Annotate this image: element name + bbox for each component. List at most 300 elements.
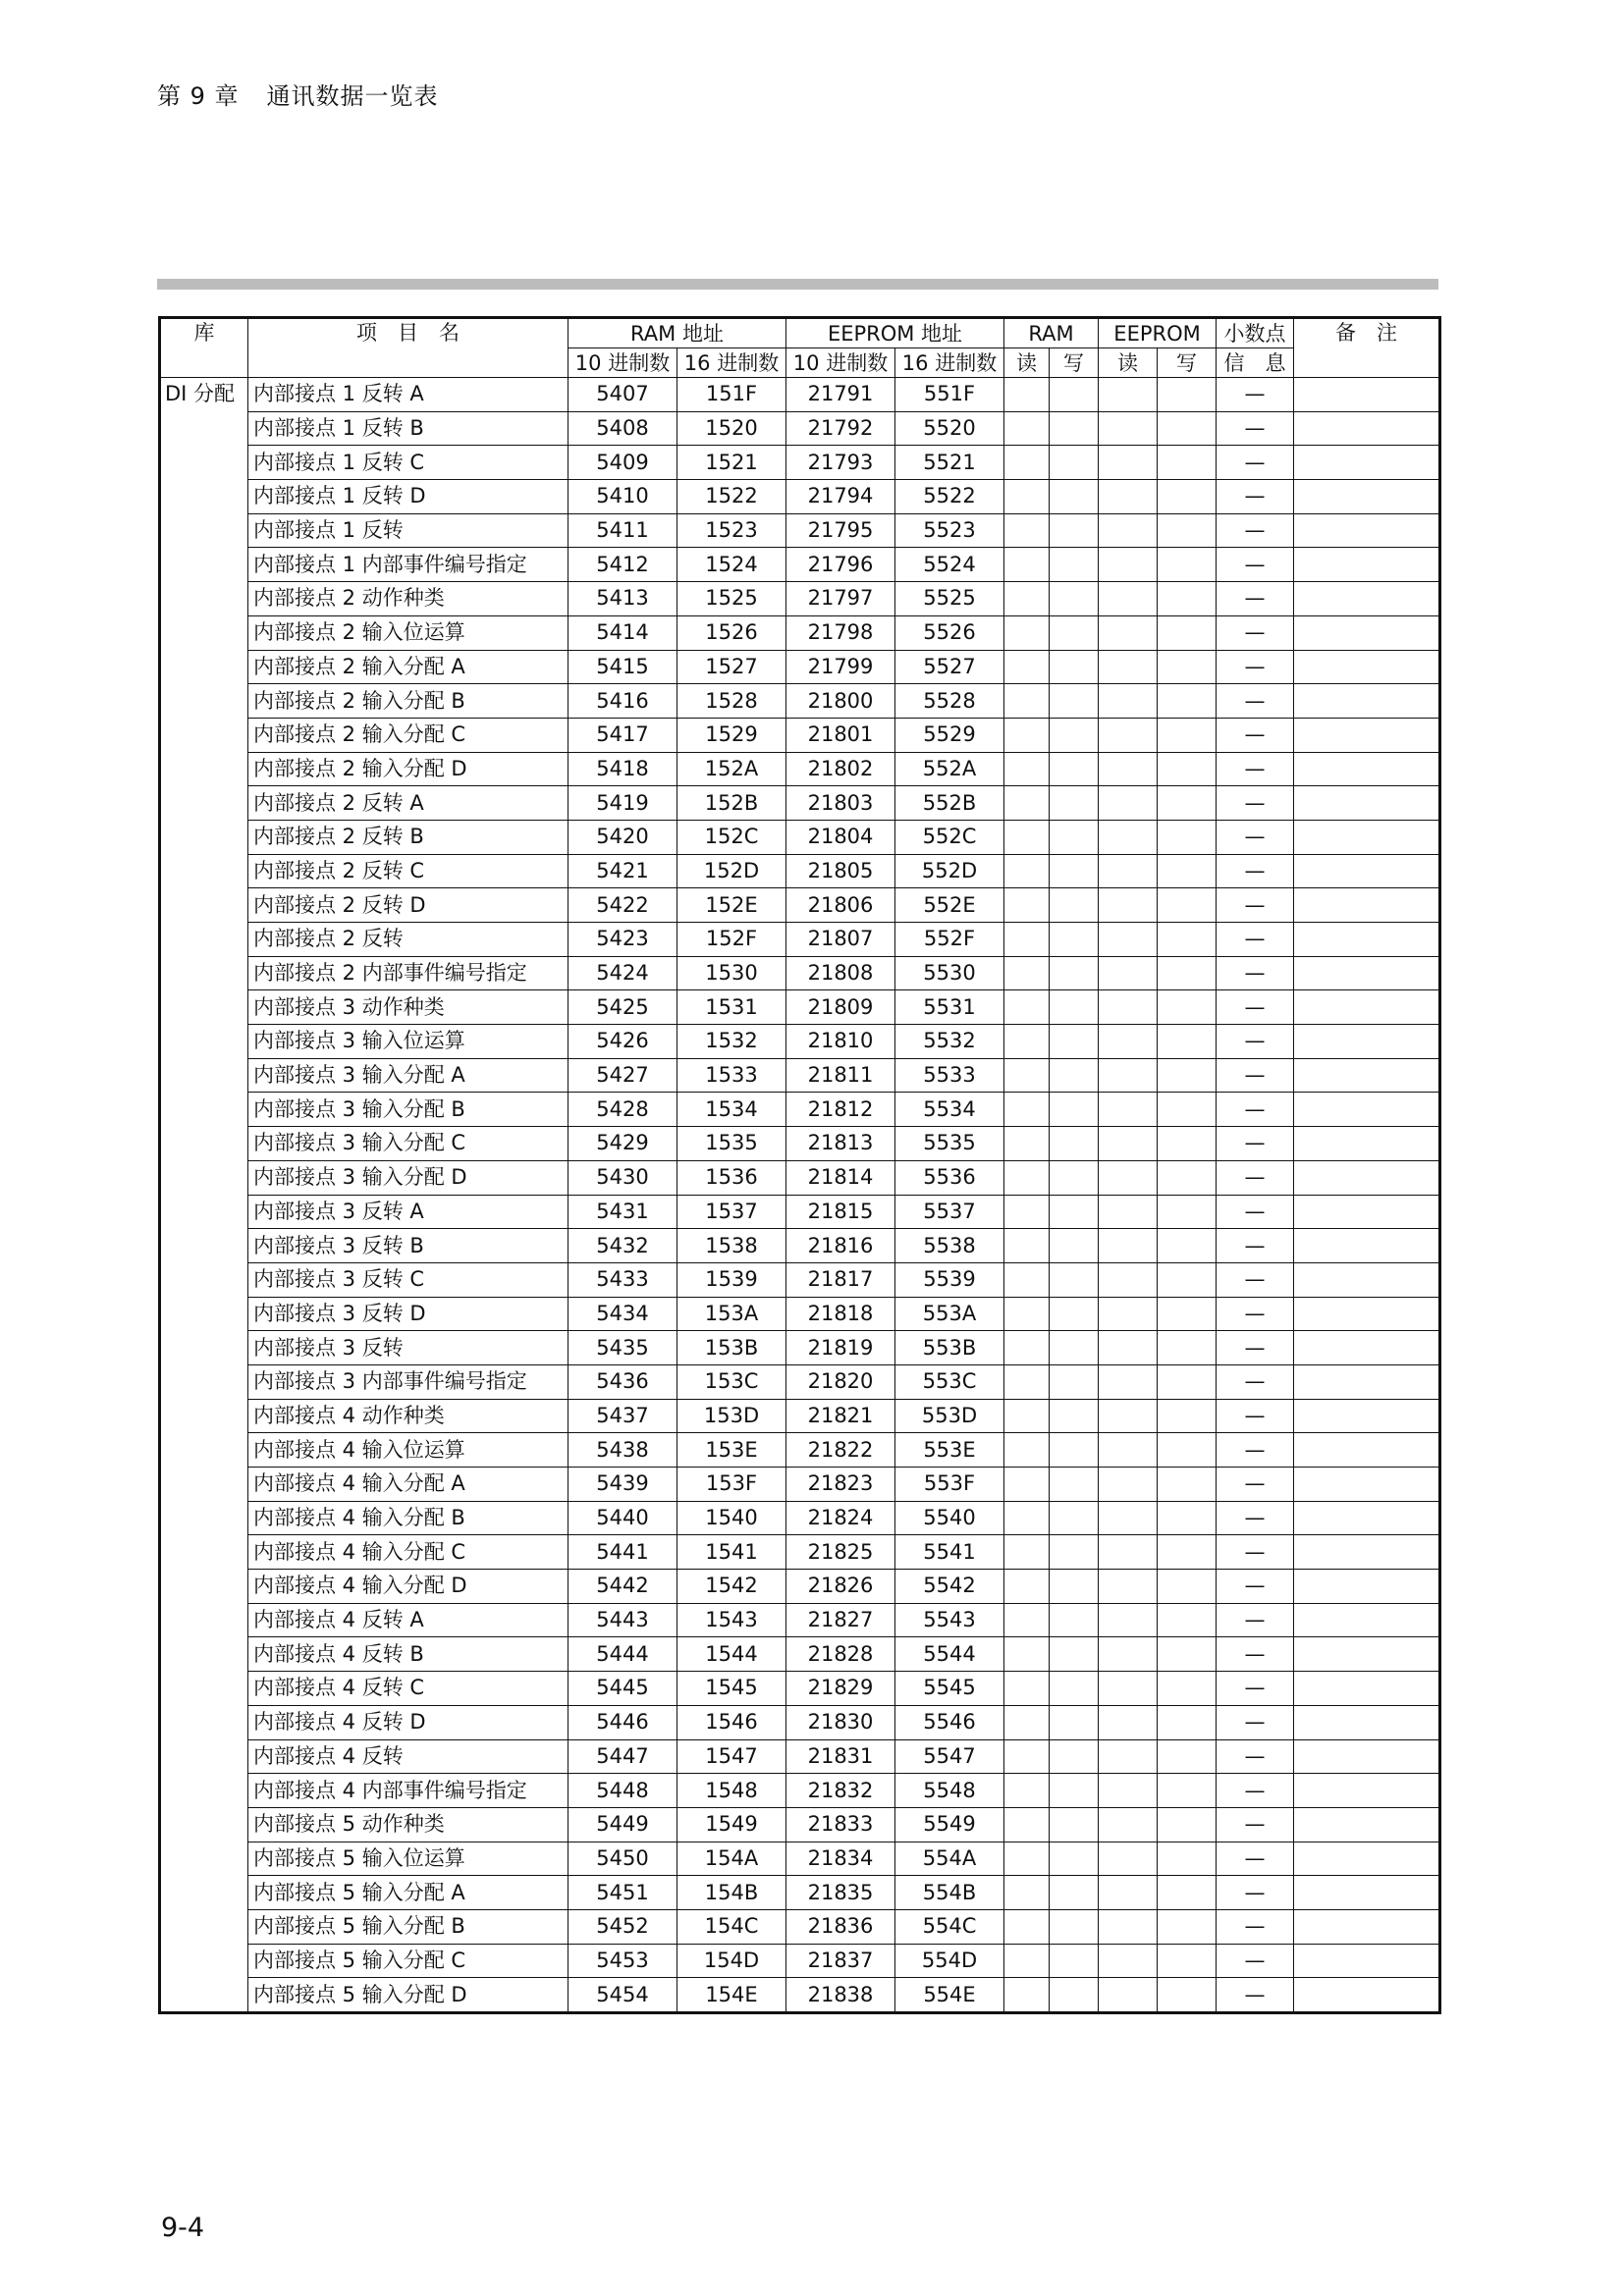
remarks-cell [1294, 411, 1440, 446]
eeprom-write-cell [1158, 480, 1217, 514]
eeprom-write-cell [1158, 1842, 1217, 1876]
eeprom-decimal-cell: 21824 [786, 1501, 895, 1535]
header-ram: RAM [1004, 318, 1099, 348]
eeprom-decimal-cell: 21837 [786, 1944, 895, 1978]
eeprom-read-cell [1099, 1842, 1158, 1876]
eeprom-decimal-cell: 21805 [786, 854, 895, 888]
table-row [160, 1025, 1440, 1059]
header-item-name: 项 目 名 [248, 318, 568, 378]
ram-write-cell [1050, 684, 1099, 719]
ram-hex-cell: 1537 [677, 1195, 786, 1229]
eeprom-hex-cell: 5543 [895, 1603, 1004, 1637]
table-row [160, 1978, 1440, 2013]
ram-read-cell [1004, 446, 1050, 480]
item-name-cell: 内部接点 1 反转 B [248, 411, 568, 446]
eeprom-hex-cell: 5547 [895, 1739, 1004, 1774]
ram-decimal-cell: 5413 [568, 582, 677, 616]
eeprom-read-cell [1099, 820, 1158, 854]
chapter-title: 通讯数据一览表 [266, 82, 439, 110]
decimal-info-cell: — [1217, 1195, 1294, 1229]
remarks-cell [1294, 1978, 1440, 2013]
table-row [160, 1909, 1440, 1944]
eeprom-hex-cell: 551F [895, 378, 1004, 412]
remarks-cell [1294, 854, 1440, 888]
eeprom-read-cell [1099, 548, 1158, 582]
eeprom-write-cell [1158, 888, 1217, 923]
table-row [160, 480, 1440, 514]
eeprom-read-cell [1099, 1944, 1158, 1978]
eeprom-write-cell [1158, 1229, 1217, 1263]
ram-hex-cell: 1539 [677, 1262, 786, 1297]
decimal-info-cell: — [1217, 1058, 1294, 1093]
eeprom-read-cell [1099, 752, 1158, 786]
ram-decimal-cell: 5453 [568, 1944, 677, 1978]
remarks-cell [1294, 1025, 1440, 1059]
table-row [160, 615, 1440, 650]
ram-hex-cell: 1545 [677, 1672, 786, 1706]
eeprom-hex-cell: 5536 [895, 1160, 1004, 1195]
remarks-cell [1294, 1195, 1440, 1229]
ram-hex-cell: 1529 [677, 718, 786, 752]
ram-write-cell [1050, 1331, 1099, 1365]
item-name-cell: 内部接点 4 反转 [248, 1739, 568, 1774]
ram-read-cell [1004, 1468, 1050, 1502]
eeprom-write-cell [1158, 1160, 1217, 1195]
page-number: 9-4 [161, 2213, 205, 2243]
item-name-cell: 内部接点 3 输入分配 B [248, 1093, 568, 1127]
eeprom-decimal-cell: 21803 [786, 786, 895, 821]
ram-read-cell [1004, 1262, 1050, 1297]
table-row [160, 1160, 1440, 1195]
remarks-cell [1294, 1637, 1440, 1672]
eeprom-decimal-cell: 21833 [786, 1807, 895, 1842]
ram-hex-cell: 1549 [677, 1807, 786, 1842]
ram-read-cell [1004, 1603, 1050, 1637]
eeprom-write-cell [1158, 1468, 1217, 1502]
remarks-cell [1294, 1603, 1440, 1637]
header-eeprom-read: 读 [1099, 348, 1158, 378]
ram-hex-cell: 154E [677, 1978, 786, 2013]
decimal-info-cell: — [1217, 1364, 1294, 1399]
eeprom-hex-cell: 5549 [895, 1807, 1004, 1842]
table-row [160, 1127, 1440, 1161]
eeprom-decimal-cell: 21811 [786, 1058, 895, 1093]
ram-write-cell [1050, 1433, 1099, 1468]
table-row [160, 820, 1440, 854]
ram-write-cell [1050, 1672, 1099, 1706]
eeprom-decimal-cell: 21795 [786, 513, 895, 548]
eeprom-hex-cell: 5534 [895, 1093, 1004, 1127]
ram-hex-cell: 153C [677, 1364, 786, 1399]
ram-decimal-cell: 5441 [568, 1535, 677, 1570]
eeprom-decimal-cell: 21823 [786, 1468, 895, 1502]
table-row [160, 990, 1440, 1025]
eeprom-read-cell [1099, 1331, 1158, 1365]
decimal-info-cell: — [1217, 956, 1294, 990]
ram-read-cell [1004, 1637, 1050, 1672]
item-name-cell: 内部接点 1 反转 A [248, 378, 568, 412]
ram-hex-cell: 1542 [677, 1570, 786, 1604]
eeprom-read-cell [1099, 513, 1158, 548]
ram-read-cell [1004, 1433, 1050, 1468]
item-name-cell: 内部接点 2 反转 B [248, 820, 568, 854]
eeprom-decimal-cell: 21836 [786, 1909, 895, 1944]
eeprom-write-cell [1158, 1195, 1217, 1229]
remarks-cell [1294, 956, 1440, 990]
item-name-cell: 内部接点 3 反转 B [248, 1229, 568, 1263]
ram-read-cell [1004, 548, 1050, 582]
ram-read-cell [1004, 990, 1050, 1025]
eeprom-read-cell [1099, 1603, 1158, 1637]
header-ram-address: RAM 地址 [568, 318, 786, 348]
eeprom-hex-cell: 5533 [895, 1058, 1004, 1093]
ram-write-cell [1050, 1774, 1099, 1808]
eeprom-hex-cell: 553F [895, 1468, 1004, 1502]
table-row [160, 1433, 1440, 1468]
ram-decimal-cell: 5407 [568, 378, 677, 412]
eeprom-hex-cell: 5539 [895, 1262, 1004, 1297]
decimal-info-cell: — [1217, 1909, 1294, 1944]
eeprom-read-cell [1099, 1807, 1158, 1842]
item-name-cell: 内部接点 3 输入分配 A [248, 1058, 568, 1093]
eeprom-write-cell [1158, 1025, 1217, 1059]
ram-write-cell [1050, 1364, 1099, 1399]
remarks-cell [1294, 1944, 1440, 1978]
eeprom-hex-cell: 5530 [895, 956, 1004, 990]
ram-read-cell [1004, 1944, 1050, 1978]
ram-read-cell [1004, 1399, 1050, 1433]
chapter-heading [157, 77, 439, 111]
ram-read-cell [1004, 1705, 1050, 1739]
ram-write-cell [1050, 1501, 1099, 1535]
ram-hex-cell: 1544 [677, 1637, 786, 1672]
ram-read-cell [1004, 615, 1050, 650]
eeprom-hex-cell: 5523 [895, 513, 1004, 548]
eeprom-read-cell [1099, 923, 1158, 957]
eeprom-decimal-cell: 21829 [786, 1672, 895, 1706]
eeprom-hex-cell: 5538 [895, 1229, 1004, 1263]
table-row [160, 1195, 1440, 1229]
table-row [160, 923, 1440, 957]
decimal-info-cell: — [1217, 1160, 1294, 1195]
header-eeprom-write: 写 [1158, 348, 1217, 378]
eeprom-hex-cell: 5528 [895, 684, 1004, 719]
item-name-cell: 内部接点 5 输入位运算 [248, 1842, 568, 1876]
decimal-info-cell: — [1217, 1672, 1294, 1706]
header-eeprom-hex: 16 进制数 [895, 348, 1004, 378]
decimal-info-cell: — [1217, 1603, 1294, 1637]
item-name-cell: 内部接点 5 动作种类 [248, 1807, 568, 1842]
communication-data-table [158, 316, 1441, 2014]
decimal-info-cell: — [1217, 1637, 1294, 1672]
eeprom-read-cell [1099, 1705, 1158, 1739]
eeprom-read-cell [1099, 1501, 1158, 1535]
remarks-cell [1294, 888, 1440, 923]
eeprom-write-cell [1158, 990, 1217, 1025]
ram-read-cell [1004, 1739, 1050, 1774]
table-row [160, 1739, 1440, 1774]
eeprom-hex-cell: 5522 [895, 480, 1004, 514]
library-cell: DI 分配 [160, 378, 248, 2013]
eeprom-hex-cell: 5546 [895, 1705, 1004, 1739]
decimal-info-cell: — [1217, 480, 1294, 514]
ram-hex-cell: 1532 [677, 1025, 786, 1059]
table-row [160, 1331, 1440, 1365]
eeprom-write-cell [1158, 378, 1217, 412]
table-row [160, 548, 1440, 582]
table-row [160, 1262, 1440, 1297]
eeprom-read-cell [1099, 1637, 1158, 1672]
decimal-info-cell: — [1217, 1093, 1294, 1127]
eeprom-hex-cell: 552F [895, 923, 1004, 957]
eeprom-write-cell [1158, 1501, 1217, 1535]
ram-decimal-cell: 5424 [568, 956, 677, 990]
ram-write-cell [1050, 1570, 1099, 1604]
table-row [160, 1637, 1440, 1672]
eeprom-decimal-cell: 21825 [786, 1535, 895, 1570]
decimal-info-cell: — [1217, 1739, 1294, 1774]
ram-hex-cell: 153D [677, 1399, 786, 1433]
table-row [160, 1501, 1440, 1535]
table-row [160, 1944, 1440, 1978]
eeprom-write-cell [1158, 1978, 1217, 2013]
table-row [160, 854, 1440, 888]
eeprom-write-cell [1158, 1570, 1217, 1604]
eeprom-decimal-cell: 21802 [786, 752, 895, 786]
ram-hex-cell: 1536 [677, 1160, 786, 1195]
eeprom-read-cell [1099, 1025, 1158, 1059]
ram-write-cell [1050, 820, 1099, 854]
table-row [160, 1876, 1440, 1910]
ram-write-cell [1050, 1262, 1099, 1297]
eeprom-decimal-cell: 21816 [786, 1229, 895, 1263]
eeprom-hex-cell: 552B [895, 786, 1004, 821]
eeprom-hex-cell: 553C [895, 1364, 1004, 1399]
eeprom-write-cell [1158, 854, 1217, 888]
remarks-cell [1294, 1229, 1440, 1263]
eeprom-hex-cell: 5535 [895, 1127, 1004, 1161]
eeprom-read-cell [1099, 1297, 1158, 1331]
eeprom-read-cell [1099, 1535, 1158, 1570]
ram-decimal-cell: 5408 [568, 411, 677, 446]
ram-read-cell [1004, 650, 1050, 684]
item-name-cell: 内部接点 3 反转 [248, 1331, 568, 1365]
ram-decimal-cell: 5452 [568, 1909, 677, 1944]
eeprom-write-cell [1158, 1672, 1217, 1706]
eeprom-read-cell [1099, 1774, 1158, 1808]
eeprom-hex-cell: 5542 [895, 1570, 1004, 1604]
ram-hex-cell: 1526 [677, 615, 786, 650]
remarks-cell [1294, 582, 1440, 616]
eeprom-write-cell [1158, 1535, 1217, 1570]
ram-decimal-cell: 5418 [568, 752, 677, 786]
header-remarks: 备 注 [1294, 318, 1440, 378]
table-row [160, 956, 1440, 990]
eeprom-read-cell [1099, 1195, 1158, 1229]
ram-decimal-cell: 5425 [568, 990, 677, 1025]
ram-hex-cell: 153B [677, 1331, 786, 1365]
eeprom-decimal-cell: 21809 [786, 990, 895, 1025]
item-name-cell: 内部接点 2 动作种类 [248, 582, 568, 616]
ram-decimal-cell: 5416 [568, 684, 677, 719]
eeprom-read-cell [1099, 1468, 1158, 1502]
eeprom-write-cell [1158, 1603, 1217, 1637]
remarks-cell [1294, 1160, 1440, 1195]
table-row [160, 411, 1440, 446]
ram-write-cell [1050, 548, 1099, 582]
eeprom-decimal-cell: 21822 [786, 1433, 895, 1468]
ram-decimal-cell: 5423 [568, 923, 677, 957]
ram-read-cell [1004, 786, 1050, 821]
decimal-info-cell: — [1217, 752, 1294, 786]
eeprom-write-cell [1158, 956, 1217, 990]
ram-write-cell [1050, 1127, 1099, 1161]
item-name-cell: 内部接点 4 输入分配 B [248, 1501, 568, 1535]
eeprom-read-cell [1099, 1570, 1158, 1604]
table-row [160, 684, 1440, 719]
eeprom-decimal-cell: 21814 [786, 1160, 895, 1195]
remarks-cell [1294, 1468, 1440, 1502]
eeprom-read-cell [1099, 1909, 1158, 1944]
decimal-info-cell: — [1217, 1944, 1294, 1978]
eeprom-decimal-cell: 21812 [786, 1093, 895, 1127]
item-name-cell: 内部接点 4 反转 A [248, 1603, 568, 1637]
decimal-info-cell: — [1217, 513, 1294, 548]
ram-write-cell [1050, 1160, 1099, 1195]
decimal-info-cell: — [1217, 786, 1294, 821]
eeprom-write-cell [1158, 1774, 1217, 1808]
eeprom-read-cell [1099, 718, 1158, 752]
ram-write-cell [1050, 513, 1099, 548]
ram-decimal-cell: 5409 [568, 446, 677, 480]
header-eeprom-decimal: 10 进制数 [786, 348, 895, 378]
ram-decimal-cell: 5411 [568, 513, 677, 548]
decimal-info-cell: — [1217, 1025, 1294, 1059]
item-name-cell: 内部接点 1 反转 [248, 513, 568, 548]
remarks-cell [1294, 1058, 1440, 1093]
ram-hex-cell: 1546 [677, 1705, 786, 1739]
table-row [160, 1570, 1440, 1604]
eeprom-hex-cell: 5529 [895, 718, 1004, 752]
eeprom-hex-cell: 5525 [895, 582, 1004, 616]
remarks-cell [1294, 1297, 1440, 1331]
remarks-cell [1294, 1535, 1440, 1570]
remarks-cell [1294, 1127, 1440, 1161]
decimal-info-cell: — [1217, 820, 1294, 854]
header-library: 库 [160, 318, 248, 378]
eeprom-hex-cell: 554C [895, 1909, 1004, 1944]
ram-write-cell [1050, 1807, 1099, 1842]
eeprom-read-cell [1099, 990, 1158, 1025]
ram-write-cell [1050, 1535, 1099, 1570]
table-row [160, 1807, 1440, 1842]
eeprom-decimal-cell: 21838 [786, 1978, 895, 2013]
ram-read-cell [1004, 582, 1050, 616]
remarks-cell [1294, 1807, 1440, 1842]
eeprom-decimal-cell: 21793 [786, 446, 895, 480]
table-header-row [160, 318, 1440, 348]
eeprom-write-cell [1158, 718, 1217, 752]
ram-hex-cell: 1540 [677, 1501, 786, 1535]
item-name-cell: 内部接点 4 输入分配 C [248, 1535, 568, 1570]
ram-hex-cell: 1522 [677, 480, 786, 514]
ram-read-cell [1004, 718, 1050, 752]
eeprom-hex-cell: 5526 [895, 615, 1004, 650]
decimal-info-cell: — [1217, 1262, 1294, 1297]
ram-decimal-cell: 5434 [568, 1297, 677, 1331]
decimal-info-cell: — [1217, 1842, 1294, 1876]
ram-read-cell [1004, 1807, 1050, 1842]
eeprom-read-cell [1099, 378, 1158, 412]
remarks-cell [1294, 1501, 1440, 1535]
table-row [160, 718, 1440, 752]
ram-hex-cell: 1543 [677, 1603, 786, 1637]
eeprom-write-cell [1158, 1637, 1217, 1672]
ram-decimal-cell: 5433 [568, 1262, 677, 1297]
ram-read-cell [1004, 820, 1050, 854]
eeprom-write-cell [1158, 582, 1217, 616]
eeprom-decimal-cell: 21819 [786, 1331, 895, 1365]
decimal-info-cell: — [1217, 684, 1294, 719]
ram-write-cell [1050, 854, 1099, 888]
ram-write-cell [1050, 888, 1099, 923]
ram-decimal-cell: 5426 [568, 1025, 677, 1059]
ram-decimal-cell: 5442 [568, 1570, 677, 1604]
eeprom-read-cell [1099, 684, 1158, 719]
ram-decimal-cell: 5420 [568, 820, 677, 854]
ram-decimal-cell: 5432 [568, 1229, 677, 1263]
ram-hex-cell: 152A [677, 752, 786, 786]
eeprom-write-cell [1158, 1093, 1217, 1127]
ram-write-cell [1050, 1093, 1099, 1127]
ram-hex-cell: 1524 [677, 548, 786, 582]
remarks-cell [1294, 718, 1440, 752]
ram-decimal-cell: 5435 [568, 1331, 677, 1365]
ram-hex-cell: 1525 [677, 582, 786, 616]
ram-read-cell [1004, 1672, 1050, 1706]
ram-read-cell [1004, 1535, 1050, 1570]
eeprom-decimal-cell: 21821 [786, 1399, 895, 1433]
table-row [160, 650, 1440, 684]
eeprom-read-cell [1099, 1364, 1158, 1399]
item-name-cell: 内部接点 4 动作种类 [248, 1399, 568, 1433]
eeprom-write-cell [1158, 615, 1217, 650]
eeprom-read-cell [1099, 1876, 1158, 1910]
eeprom-write-cell [1158, 1331, 1217, 1365]
eeprom-hex-cell: 554A [895, 1842, 1004, 1876]
ram-write-cell [1050, 1944, 1099, 1978]
ram-read-cell [1004, 1978, 1050, 2013]
item-name-cell: 内部接点 1 反转 D [248, 480, 568, 514]
eeprom-hex-cell: 5545 [895, 1672, 1004, 1706]
remarks-cell [1294, 1570, 1440, 1604]
ram-read-cell [1004, 378, 1050, 412]
eeprom-decimal-cell: 21810 [786, 1025, 895, 1059]
eeprom-write-cell [1158, 820, 1217, 854]
decimal-info-cell: — [1217, 1297, 1294, 1331]
eeprom-write-cell [1158, 1297, 1217, 1331]
ram-hex-cell: 1538 [677, 1229, 786, 1263]
table-row [160, 1705, 1440, 1739]
item-name-cell: 内部接点 5 输入分配 A [248, 1876, 568, 1910]
ram-hex-cell: 1521 [677, 446, 786, 480]
ram-write-cell [1050, 752, 1099, 786]
ram-read-cell [1004, 1058, 1050, 1093]
table-body [160, 378, 1440, 2013]
eeprom-decimal-cell: 21800 [786, 684, 895, 719]
ram-hex-cell: 154A [677, 1842, 786, 1876]
eeprom-write-cell [1158, 684, 1217, 719]
